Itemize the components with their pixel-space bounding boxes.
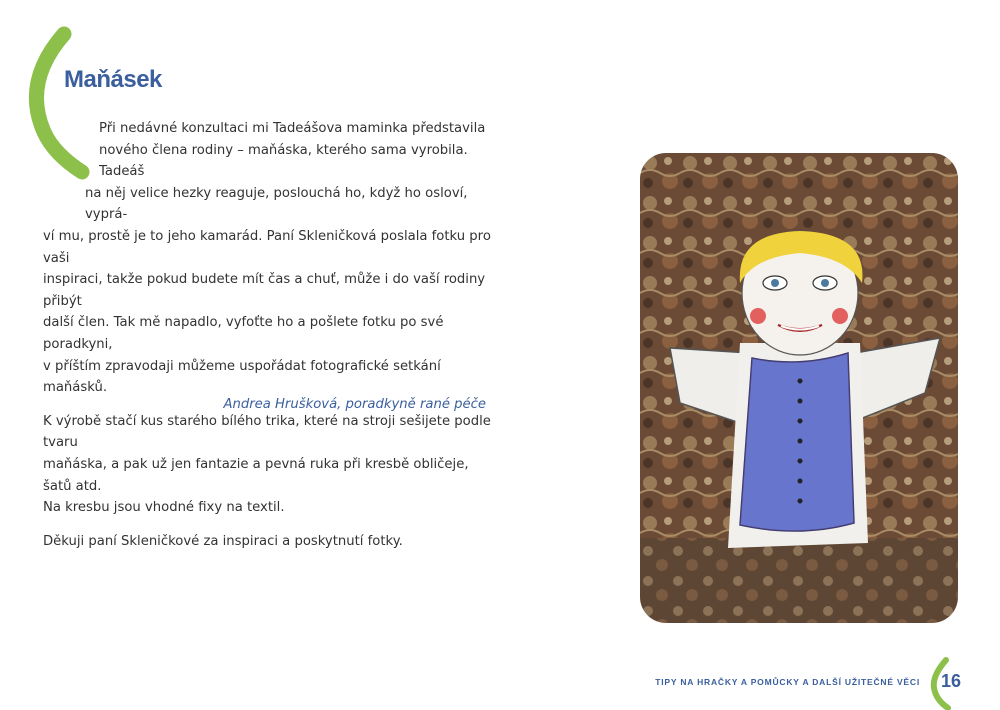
- paragraph-2-line-3: Na kresbu jsou vhodné fixy na textil.: [43, 500, 285, 516]
- paragraph-2-line-2: maňáska, a pak už jen fantazie a pevná ruka při kresbě obličeje, šatů atd.: [43, 456, 469, 494]
- paragraph-1-line-3: na něj velice hezky reaguje, poslouchá ho, když ho osloví, vyprá-: [85, 185, 468, 223]
- paragraph-1-line-1: Při nedávné konzultaci mi Tadeášova maminka představila: [99, 121, 486, 136]
- footer-section-title: TIPY NA HRAČKY A POMŮCKY A DALŠÍ UŽITEČNÉ VĚCI: [655, 677, 920, 687]
- author-signature: Andrea Hrušková, poradkyně rané péče: [223, 397, 486, 412]
- paragraph-2: [43, 411, 493, 519]
- paragraph-3: Děkuji paní Skleničkové za inspiraci a poskytnutí fotky.: [43, 533, 403, 549]
- paragraph-1-line-5: inspiraci, takže pokud budete mít čas a chuť, může i do vaší rodiny přibýt: [43, 272, 486, 309]
- article-body: [43, 118, 493, 564]
- paragraph-1-line-4: ví mu, prostě je to jeho kamarád. Paní Skleničková poslala fotku pro vaši: [43, 228, 491, 266]
- paragraph-2-line-1: K výrobě stačí kus starého bílého trika, které na stroji sešijete podle tvaru: [43, 413, 491, 451]
- article-title: Maňásek: [64, 66, 162, 93]
- paragraph-1-line-6: další člen. Tak mě napadlo, vyfoťte ho a pošlete fotku po své poradkyni,: [43, 315, 444, 352]
- paragraph-1-line-7: v příštím zpravodaji můžeme uspořádat fotografické setkání maňásků.: [43, 358, 441, 396]
- paragraph-1-line-2: nového člena rodiny – maňáska, kterého sama vyrobila. Tadeáš: [99, 142, 468, 180]
- hand-puppet-photo: [640, 153, 958, 623]
- page-number: 16: [941, 671, 962, 691]
- paragraph-1: [43, 118, 493, 399]
